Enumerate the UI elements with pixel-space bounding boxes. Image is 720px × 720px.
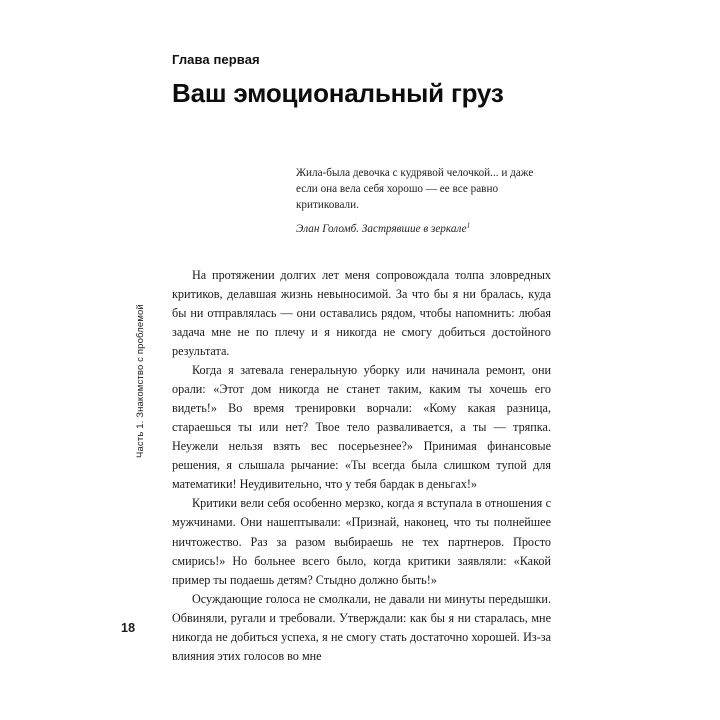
body-text bbox=[172, 266, 551, 666]
running-head: Часть 1. Знакомство с проблемой bbox=[135, 304, 146, 458]
epigraph-attribution bbox=[296, 222, 549, 238]
paragraph: Осуждающие голоса не смолкали, не давали ни минуты передышки. Обвиняли, ругали и требовали. Утверждали: как бы я ни старалась, мне никогда не добиться успеха, я не смогу стать достаточно хорошей. Из-за влияния этих голосов во мне bbox=[172, 591, 551, 663]
chapter-label: Глава первая bbox=[172, 52, 260, 67]
page-content bbox=[172, 52, 551, 666]
page-number: 18 bbox=[121, 621, 136, 635]
paragraph: Когда я затевала генеральную уборку или начинала ремонт, они орали: «Этот дом никогда не станет таким, каким ты хочешь его видеть!» Во время тренировки ворчали: «Кому какая разница, стараешься ты или нет? Твое тело разваливается, а ты — тряпка. Неужели нельзя взять вес посерьезнее?» Принимая финансовые решения, я слышала рычание: «Ты всегда была слишком тупой для математики! Неудивительно, что у тебя бардак в деньгах!» bbox=[172, 363, 551, 492]
page-title: Ваш эмоциональный груз bbox=[172, 77, 504, 108]
epigraph-block bbox=[296, 166, 549, 237]
paragraph: На протяжении долгих лет меня сопровождала толпа зловредных критиков, делавшая жизнь невыносимой. За что бы я ни бралась, куда бы ни отправлялась — они оставались рядом, чтобы напомнить: любая задача мне не по плечу и я никогда не смогу добиться достойного результата. bbox=[172, 267, 551, 359]
epigraph-quote: Жила-была девочка с кудрявой челочкой... и даже если она вела себя хорошо — ее все равно критиковали. bbox=[296, 167, 534, 211]
paragraph: Критики вели себя особенно мерзко, когда я вступала в отношения с мужчинами. Они нашептывали: «Признай, наконец, что ты полнейшее ничтожество. Раз за разом выбираешь не тех партнеров. Просто смирись!» Но больнее всего было, когда критики заявляли: «Какой пример ты подаешь детям? Стыдно должно быть!» bbox=[172, 496, 551, 587]
epigraph-author-title: Элан Голомб. Застрявшие в зеркале bbox=[296, 223, 467, 236]
footnote-marker: 1 bbox=[466, 220, 471, 230]
